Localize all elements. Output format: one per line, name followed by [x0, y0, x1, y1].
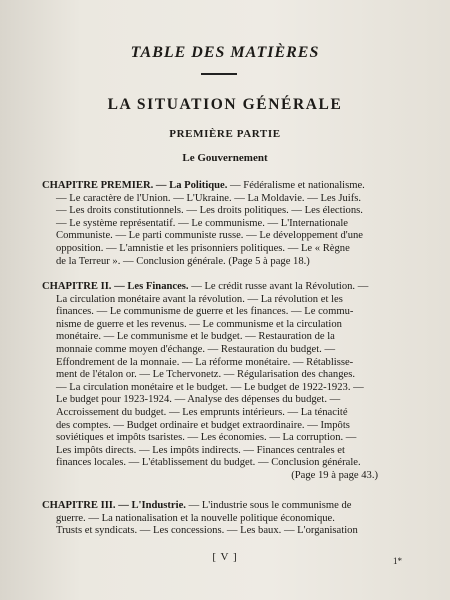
chapter-line: monétaire. — Le communisme et le budget. — Restauration de la [56, 331, 335, 343]
chapter-line: — Les droits constitutionnels. — Les droits politiques. — Les élections. [56, 205, 363, 217]
chapter-line: — La circulation monétaire et le budget. — Le budget de 1922-1923. — [56, 381, 364, 393]
signature-mark: 1* [393, 556, 402, 566]
chapter-first-line [42, 500, 378, 513]
title-underline [201, 73, 237, 75]
chapter-text: — L'industrie sous le communisme de [185, 500, 352, 511]
chapter-line: La circulation monétaire avant la révolution. — La révolution et les [56, 293, 343, 305]
chapter-line: Les impôts directs. — Les impôts indirects. — Finances centrales et [56, 444, 345, 456]
chapter-line: Accroissement du budget. — Les emprunts intérieurs. — La ténacité [56, 406, 348, 418]
chapter-line: des comptes. — Budget ordinaire et budget extraordinaire. — Impôts [56, 419, 350, 431]
page-number: [ V ] [212, 551, 238, 563]
part-heading: PREMIÈRE PARTIE [169, 128, 281, 140]
chapter-line: opposition. — L'amnistie et les prisonniers politiques. — Le « Règne [56, 242, 350, 254]
page-range: (Page 19 à page 43.) [291, 469, 378, 481]
chapter-line: de la Terreur ». — Conclusion générale. (Page 5 à page 18.) [56, 255, 310, 267]
page-title: TABLE DES MATIÈRES [130, 44, 320, 61]
chapter-heading: CHAPITRE II. — Les Finances. [42, 281, 189, 292]
section-heading: LA SITUATION GÉNÉRALE [107, 96, 343, 113]
chapter-first-line [42, 281, 378, 294]
chapter-heading: CHAPITRE PREMIER. — La Politique. [42, 180, 228, 191]
chapter-line: nisme de guerre et les revenus. — Le communisme et la circulation [56, 318, 342, 330]
chapter-entry [42, 180, 378, 268]
chapter-first-line [42, 180, 378, 193]
chapter-line: — Le caractère de l'Union. — L'Ukraine. — La Moldavie. — Les Juifs. [56, 192, 362, 204]
chapter-line: monnaie comme moyen d'échange. — Restauration du budget. — [56, 343, 336, 355]
chapter-heading: CHAPITRE III. — L'Industrie. [42, 500, 186, 511]
chapter-line: finances. — Le communisme de guerre et les finances. — Le commu- [56, 306, 354, 318]
chapter-line: — Le système représentatif. — Le communisme. — L'Internationale [56, 217, 348, 229]
chapter-line: Effondrement de la monnaie. — La réforme monétaire. — Rétablisse- [56, 356, 354, 368]
chapter-line: guerre. — La nationalisation et la nouvelle politique économique. [56, 512, 335, 524]
chapter-entry [42, 281, 378, 483]
chapter-line: Le budget pour 1923-1924. — Analyse des dépenses du budget. — [56, 394, 341, 406]
chapter-line: Communiste. — Le parti communiste russe. — Le développement d'une [56, 230, 364, 242]
subpart-heading: Le Gouvernement [182, 152, 268, 164]
chapter-text: — Le crédit russe avant la Révolution. — [188, 281, 369, 292]
chapter-line: soviétiques et impôts tsaristes. — Les économies. — La corruption. — [56, 432, 357, 444]
chapter-line: Trusts et syndicats. — Les concessions. — Les baux. — L'organisation [56, 525, 358, 537]
chapter-entry [42, 500, 378, 538]
chapter-text: — Fédéralisme et nationalisme. [227, 180, 365, 191]
chapter-line: ment de l'étalon or. — Le Tchervonetz. — Régularisation des changes. [56, 369, 355, 381]
chapter-line: finances locales. — L'établissement du budget. — Conclusion générale. [56, 457, 361, 469]
